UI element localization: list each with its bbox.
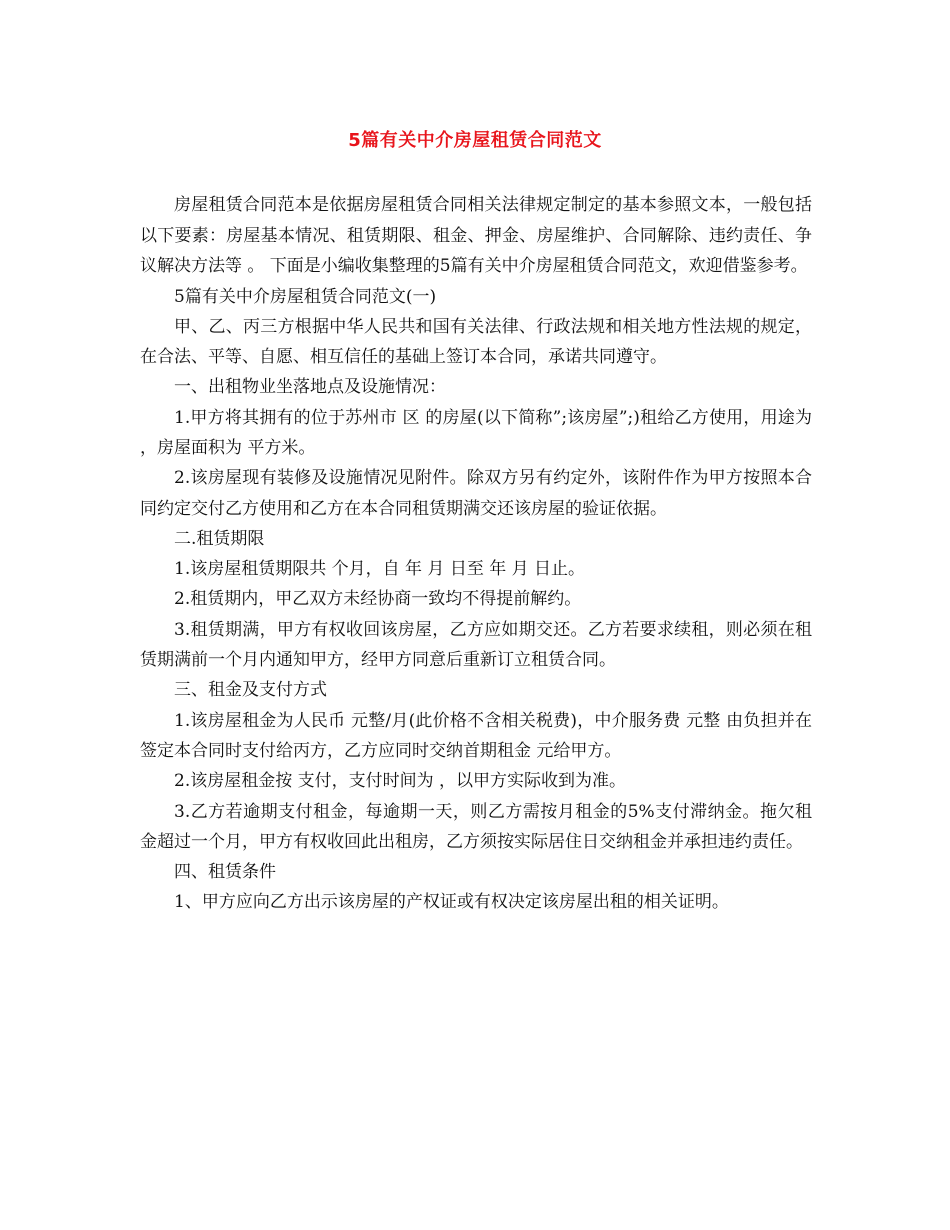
paragraph: 1.该房屋租金为人民币 元整/月(此价格不含相关税费)，中介服务费 元整 由负担并在签定本合同时支付给丙方，乙方应同时交纳首期租金 元给甲方。	[140, 710, 812, 761]
section-heading: 四、租赁条件	[174, 862, 276, 883]
paragraph: 1、甲方应向乙方出示该房屋的产权证或有权决定该房屋出租的相关证明。	[174, 892, 729, 913]
section-heading: 三、租金及支付方式	[174, 680, 327, 701]
paragraph: 3.乙方若逾期支付租金，每逾期一天，则乙方需按月租金的5%支付滞纳金。拖欠租金超过一个月，甲方有权收回此出租房，乙方须按实际居住日交纳租金并承担违约责任。	[140, 801, 812, 852]
section-heading: 二.租赁期限	[174, 528, 265, 549]
section-heading: 5篇有关中介房屋租赁合同范文(一)	[174, 286, 437, 307]
paragraph: 2.该房屋现有装修及设施情况见附件。除双方另有约定外，该附件作为甲方按照本合同约定交付乙方使用和乙方在本合同租赁期满交还该房屋的验证依据。	[140, 468, 812, 519]
section-heading: 一、出租物业坐落地点及设施情况：	[174, 377, 446, 398]
paragraph: 甲、乙、丙三方根据中华人民共和国有关法律、行政法规和相关地方性法规的规定，在合法、平等、自愿、相互信任的基础上签订本合同，承诺共同遵守。	[140, 316, 812, 368]
paragraph: 2.该房屋租金按 支付，支付时间为 ，以甲方实际收到为准。	[174, 771, 627, 792]
document-body	[140, 190, 812, 918]
paragraph: 2.租赁期内，甲乙双方未经协商一致均不得提前解约。	[174, 589, 582, 610]
intro-paragraph: 房屋租赁合同范本是依据房屋租赁合同相关法律规定制定的基本参照文本，一般包括以下要素：房屋基本情况、租赁期限、租金、押金、房屋维护、合同解除、违约责任、争议解决方法等 。 下面是小编收集整理的5篇有关中介房屋租赁合同范文，欢迎借鉴参考。	[140, 195, 812, 276]
document-title: 5篇有关中介房屋租赁合同范文	[348, 130, 602, 151]
paragraph: 1.该房屋租赁期限共 个月，自 年 月 日至 年 月 日止。	[174, 559, 586, 580]
paragraph: 3.租赁期满，甲方有权收回该房屋，乙方应如期交还。乙方若要求续租，则必须在租赁期满前一个月内通知甲方，经甲方同意后重新订立租赁合同。	[140, 619, 812, 671]
paragraph: 1.甲方将其拥有的位于苏州市 区 的房屋(以下简称”;该房屋”;)租给乙方使用，用途为 ，房屋面积为 平方米。	[140, 407, 812, 458]
